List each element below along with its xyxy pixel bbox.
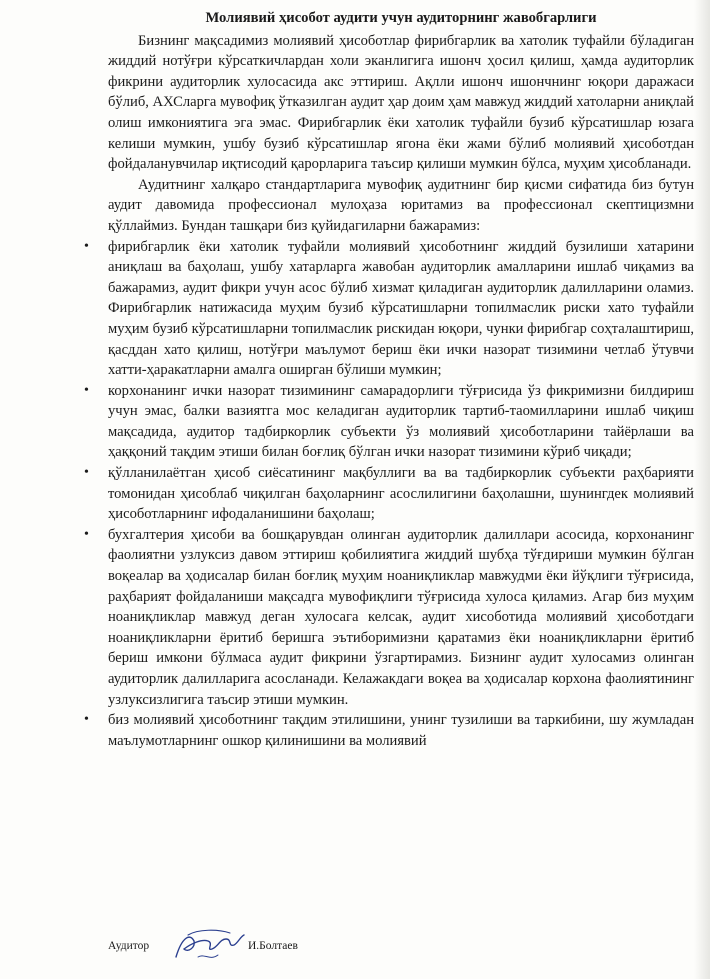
signer-role: Аудитор: [108, 940, 150, 952]
list-item-text: корхонанинг ички назорат тизимининг самарадорлиги тўғрисида ўз фикримизни билдириш учун эмас, балки вазиятга мос келадиган аудиторлик тартиб-таомилларини ишлаб чиқиш мақсадида, аудитор тадбиркорлик субъекти ўз молиявий ҳисоботларини тайёрлаши ва ҳаққоний тақдим этиши билан боғлиқ бўлган ички назорат тизимини кўриб чиқади;: [108, 382, 694, 461]
bullet-icon: •: [84, 382, 89, 398]
bullet-icon: •: [84, 712, 89, 728]
page-edge-shadow: [694, 0, 710, 979]
procedures-list: [84, 237, 694, 752]
paragraph-standards: Аудитнинг халқаро стандартларига мувофиқ аудитнинг бир қисми сифатида биз бутун аудит давомида профессионал мулоҳаза юритамиз ва профессионал скептицизмни қўллаймиз. Бундан ташқари биз қуйидагиларни бажарамиз:: [108, 176, 694, 234]
bullet-icon: •: [84, 465, 89, 481]
list-item-text: фирибгарлик ёки хатолик туфайли молиявий ҳисоботнинг жиддий бузилиши хатарини аниқлаш ва баҳолаш, ушбу хатарларга жавобан аудиторлик амалларини ишлаб чиқамиз ва бажарамиз, аудит фикри учун асос бўлиб хизмат қиладиган аудиторлик далилларини оламиз. Фирибгарлик натижасида муҳим бузиб кўрсатишларни топилмаслик риски хато туфайли муҳим бузиб кўрсатишларни топилмаслик рискидан юқори, чунки фирибгар соҳталаштириш, қасддан хато қилиш, нотўғри маълумот бериш ёки ички назорат тизимини четлаб ўтувчи хатти-ҳаракатларни амалга оширган бўлиши мумкин;: [108, 238, 694, 379]
list-item-text: биз молиявий ҳисоботнинг тақдим этилишини, унинг тузилиши ва таркибини, шу жумладан маълумотларнинг ошкор қилинишини ва молиявий: [108, 712, 694, 749]
signature-block: [108, 927, 508, 971]
list-item: [84, 381, 694, 463]
paragraph-purpose: Бизнинг мақсадимиз молиявий ҳисоботлар фирибгарлик ва хатолик туфайли бўладиган жиддий нотўғри кўрсаткичлардан холи эканлигига ишонч ҳосил қилиш, ҳамда аудиторлик фикрини аудиторлик хулосасида акс эттириш. Ақлли ишонч ишончнинг юқори даражаси бўлиб, АХСларга мувофиқ ўтказилган аудит ҳар доим ҳам мавжуд жиддий хатоларни аниқлай олиш имкониятига эга эмас. Фирибгарлик ёки хатолик туфайли бузиб кўрсатишлар юзага келиши мумкин, ушбу бузиб кўрсатишлар ягона ёки жами бўлиб молиявий ҳисоботдан фойдаланувчилар иқтисодий қарорларига таъсир қилиши мумкин бўлса, муҳим ҳисобланади.: [108, 32, 694, 173]
list-item: [84, 237, 694, 381]
document-title: Молиявий ҳисобот аудити учун аудиторнинг жавобгарлиги: [205, 10, 597, 26]
list-item: [84, 525, 694, 710]
document-body: [84, 8, 694, 751]
signer-name: И.Болтаев: [248, 940, 298, 952]
signature-icon: [168, 927, 248, 967]
list-item-text: қўлланилаётган ҳисоб сиёсатининг мақбуллиги ва ва тадбиркорлик субъекти раҳбарияти томонидан ҳисоблаб чиқилган баҳоларнинг асослилигини баҳолашни, шунингдек молиявий ҳисоботларнинг ифодаланишини баҳолаш;: [108, 465, 694, 523]
bullet-icon: •: [84, 238, 89, 254]
list-item: [84, 710, 694, 751]
list-item: [84, 463, 694, 525]
bullet-icon: •: [84, 526, 89, 542]
list-item-text: бухгалтерия ҳисоби ва бошқарувдан олинган аудиторлик далиллари асосида, корхонанинг фаолиятни узлуксиз давом эттириш қобилиятига жиддий шубҳа тўғдириши мумкин бўлган воқеалар ва ҳодисалар билан боғлиқ муҳим ноаниқликлар мавжудми ёки йўқлиги тўғрисида, раҳбарият фойдаланиши мақсадга мувофиқлиги тўғрисида хулоса қиламиз. Агар биз муҳим ноаниқликлар мавжуд деган хулосага келсак, аудит хисоботида молиявий ҳисоботдаги ноаниқликларни ёритиб беришга эътиборимизни қаратамиз ёки ноаниқликларни ёритиб бериш имкони бўлмаса аудит фикрини ўзгартирамиз. Бизнинг аудит хулосамиз олинган аудиторлик далилларига асосланади. Келажакдаги воқеа ва ҳодисалар корхона фаолиятининг узлуксизлигига таъсир этиши мумкин.: [108, 526, 694, 708]
